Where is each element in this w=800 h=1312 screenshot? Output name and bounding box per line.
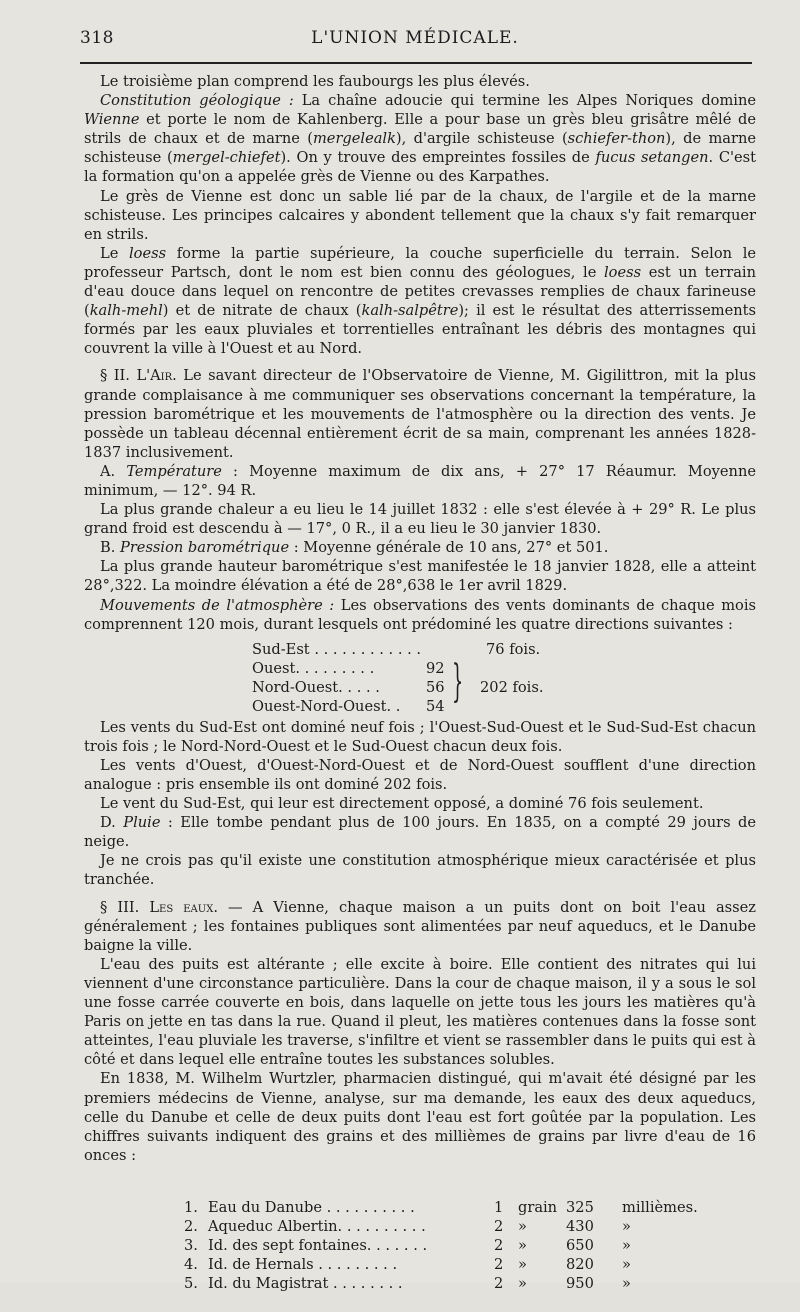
water-analysis-table: [84, 1179, 756, 1292]
section-heading: L'Air.: [136, 367, 177, 385]
wind-name: Nord-Ouest. . . . .: [252, 678, 380, 696]
paragraph: Je ne crois pas qu'il existe une constitution atmosphérique mieux caractérisée et plus tranchée.: [84, 852, 756, 889]
italic-heading: Mouvements de l'atmosphère :: [100, 596, 335, 614]
paragraph: Constitution géologique : La chaîne adoucie qui termine les Alpes Noriques domine Wienne et porte le nom de Kahlenberg. Elle a pour base un grès bleu grisâtre mêlé de strils de chaux et de marne (mergelealk), d'argile schisteuse (schiefer-thon), de marne schisteuse (mergel-chiefet). On y trouve des empreintes fossiles de fucus setangen. C'est la formation qu'on a appelée grès de Vienne ou des Karpathes.: [84, 92, 757, 186]
table-row: 2. Aqueduc Albertin. . . . . . . . . . 2 » 430 »: [184, 1217, 631, 1235]
running-title: L'UNION MÉDICALE.: [311, 28, 519, 48]
paragraph: La plus grande hauteur barométrique s'est manifestée le 18 janvier 1828, elle a atteint 28°,322. La moindre élévation a été de 28°,638 le 1er avril 1829.: [84, 558, 756, 595]
paragraph: En 1838, M. Wilhelm Wurtzler, pharmacien distingué, qui m'avait été désigné par les premiers médecins de Vienne, analyse, sur ma demande, les eaux des deux aqueducs, celle du Danube et celle de deux puits dont l'eau est fort goûtée par la population. Les chiffres suivants indiquent des grains et des millièmes de grains par livre d'eau de 16 onces :: [84, 1070, 756, 1164]
italic-heading: Pluie: [123, 814, 161, 832]
paragraph: La plus grande chaleur a eu lieu le 14 juillet 1832 : elle s'est élevée à + 29° R. Le plus grand froid est descendu à — 17°, 0 R., il a eu lieu le 30 janvier 1830.: [84, 501, 756, 538]
table-row: 5. Id. du Magistrat . . . . . . . . 2 » 950 »: [184, 1274, 631, 1292]
paragraph: A. Température : Moyenne maximum de dix ans, + 27° 17 Réaumur. Moyenne minimum, — 12°. 94 R.: [84, 462, 756, 499]
wind-value: 92: [426, 659, 445, 677]
table-row: 4. Id. de Hernals . . . . . . . . . 2 » 820 »: [184, 1255, 631, 1273]
paragraph: Les vents du Sud-Est ont dominé neuf fois ; l'Ouest-Sud-Ouest et le Sud-Sud-Est chacun trois fois ; le Nord-Nord-Ouest et le Sud-Ouest chacun deux fois.: [84, 718, 756, 755]
page-number: 318: [80, 28, 114, 48]
paragraph: Le troisième plan comprend les faubourgs les plus élevés.: [100, 73, 530, 90]
paragraph: Le vent du Sud-Est, qui leur est directement opposé, a dominé 76 fois seulement.: [100, 795, 704, 813]
paragraph: L'eau des puits est altérante ; elle excite à boire. Elle contient des nitrates qui lui viennent d'une circonstance particulière. Dans la cour de chaque maison, il y a sous le sol une fosse carrée couverte en bois, dans laquelle on jette tous les jours les matières qu'à Paris on jette en tas dans la rue. Quand il pleut, les matières contenues dans la fosse sont atteintes, l'eau pluviale les traverse, s'infiltre et vient se rassembler dans le puits qui est à côté et dans lequel elle entraîne toutes les substances solubles.: [84, 955, 756, 1069]
section-paragraph: § III. Les eaux. — A Vienne, chaque maison a un puits dont on boit l'eau assez généralement ; les fontaines publiques sont alimentées par neuf aqueducs, et le Danube baigne la ville.: [84, 898, 756, 954]
header-rule: [80, 62, 752, 64]
paragraph: Les vents d'Ouest, d'Ouest-Nord-Ouest et de Nord-Ouest soufflent d'une direction analogue : pris ensemble ils ont dominé 202 fois.: [84, 756, 756, 793]
wind-name: Ouest. . . . . . . . .: [252, 659, 375, 677]
paragraph: Le grès de Vienne est donc un sable lié par de la chaux, de l'argile et de la marne schisteuse. Les principes calcaires y abondent tellement que la chaux s'y fait remarquer en strils.: [84, 187, 756, 243]
wind-value: 76 fois.: [486, 640, 541, 658]
table-row: 3. Id. des sept fontaines. . . . . . . 2 » 650 »: [184, 1236, 631, 1254]
italic-heading: Température: [126, 462, 222, 480]
wind-value: 56: [426, 678, 445, 696]
italic-heading: Pression barométrique: [120, 539, 290, 557]
wind-value: 54: [426, 697, 445, 715]
section-heading: Les eaux.: [149, 898, 218, 916]
page-body: [84, 72, 757, 1292]
brace-glyph: }: [452, 655, 464, 707]
wind-name: Sud-Est . . . . . . . . . . . .: [252, 640, 422, 658]
wind-total: 202 fois.: [480, 678, 544, 696]
paragraph: Le loess forme la partie supérieure, la couche superficielle du terrain. Selon le professeur Partsch, dont le nom est bien connu des géologues, le loess est un terrain d'eau douce dans lequel on rencontre de petites crevasses remplies de chaux farineuse (kalh-mehl) et de nitrate de chaux (kalh-salpêtre); il est le résultat des atterrissements formés par les eaux pluviales et torrentielles entraînant les débris des montagnes qui couvrent la ville à l'Ouest et au Nord.: [84, 244, 756, 358]
italic-heading: Constitution géologique :: [100, 92, 294, 110]
paragraph: D. Pluie : Elle tombe pendant plus de 100 jours. En 1835, on a compté 29 jours de neige.: [84, 814, 756, 851]
paragraph: B. Pression barométrique : Moyenne générale de 10 ans, 27° et 501.: [100, 539, 609, 557]
winds-table: [84, 640, 756, 714]
page-header: [80, 28, 750, 58]
paragraph: Mouvements de l'atmosphère : Les observations des vents dominants de chaque mois comprennent 120 mois, durant lesquels ont prédominé les quatre directions suivantes :: [84, 596, 756, 633]
section-paragraph: § II. L'Air. Le savant directeur de l'Observatoire de Vienne, M. Gigilittron, mit la plus grande complaisance à me communiquer ses observations concernant la température, la pression barométrique et les mouvements de l'atmosphère ou la direction des vents. Je possède un tableau décennal entièrement écrit de sa main, comprenant les années 1828-1837 inclusivement.: [84, 367, 756, 461]
wind-name: Ouest-Nord-Ouest. .: [252, 697, 401, 715]
table-row: 1. Eau du Danube . . . . . . . . . . 1 grain 325 millièmes.: [184, 1198, 698, 1216]
